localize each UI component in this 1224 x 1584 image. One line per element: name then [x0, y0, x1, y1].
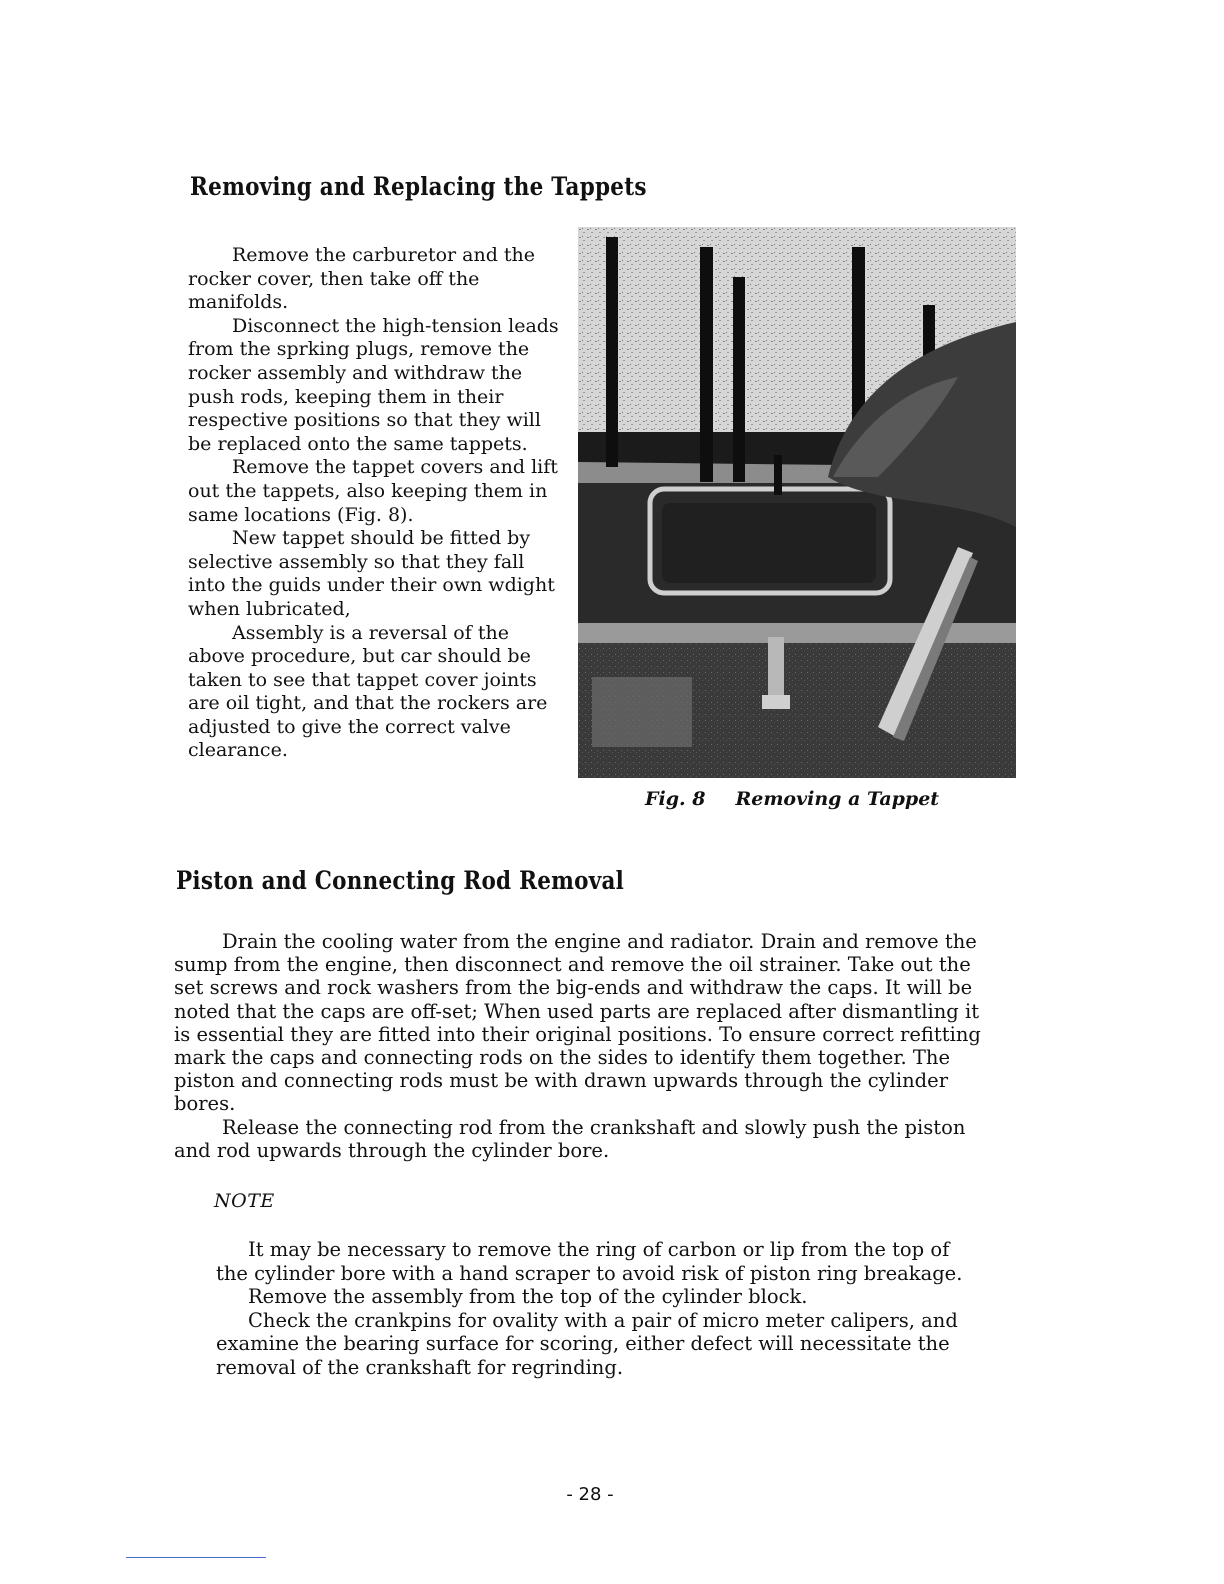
paragraph: Remove the tappet covers and lift out the tappets, also keeping them in same locations (Fig. 8).: [188, 456, 558, 526]
paragraph: Drain the cooling water from the engine and radiator. Drain and remove the sump from the engine, then disconnect and remove the oil strainer. Take out the set screws and rock washers from the big-ends and withdraw the caps. It will be noted that the caps are off-set; When used parts are replaced after dismantling it is essential they are fitted into their original positions. To ensure correct refitting mark the caps and connecting rods on the sides to identify them together. The piston and connecting rods must be with drawn upwards through the cylinder bores.: [174, 930, 981, 1116]
piston-text-body: [174, 930, 986, 1162]
section-title-piston: Piston and Connecting Rod Removal: [176, 866, 625, 895]
paragraph: New tappet should be fitted by selective assembly so that they fall into the guids under their own wdight when lubricated,: [188, 527, 555, 620]
tappets-text-column: [188, 244, 560, 763]
footer-divider: [126, 1557, 266, 1558]
paragraph: Remove the carburetor and the rocker cover, then take off the manifolds.: [188, 244, 536, 314]
figure-caption-text: Removing a Tappet: [735, 788, 940, 810]
figure-caption: [645, 788, 939, 810]
engine-photo-illustration: [578, 227, 1016, 778]
paragraph: Check the crankpins for ovality with a pair of micro meter calipers, and examine the bearing surface for scoring, either defect will necessitate the removal of the crankshaft for regrinding.: [216, 1308, 958, 1379]
note-text-body: [216, 1238, 966, 1380]
paragraph: Assembly is a reversal of the above procedure, but car should be taken to see that tappet cover joints are oil tight, and that the rockers are adjusted to give the correct valve clearance.: [188, 621, 548, 762]
page-number: - 28 -: [566, 1484, 614, 1505]
tappet-removal-photo: [578, 227, 1016, 778]
paragraph: Remove the assembly from the top of the cylinder block.: [248, 1285, 808, 1309]
paragraph: Disconnect the high-tension leads from the sprking plugs, remove the rocker assembly and withdraw the push rods, keeping them in their respective positions so that they will be replaced onto the same tappets.: [188, 314, 559, 455]
note-label: NOTE: [214, 1190, 275, 1212]
paragraph: It may be necessary to remove the ring of carbon or lip from the top of the cylinder bore with a hand scraper to avoid risk of piston ring breakage.: [216, 1238, 963, 1285]
figure-number: Fig. 8: [645, 788, 706, 810]
paragraph: Release the connecting rod from the crankshaft and slowly push the piston and rod upwards through the cylinder bore.: [174, 1115, 966, 1162]
section-title-tappets: Removing and Replacing the Tappets: [190, 172, 647, 201]
